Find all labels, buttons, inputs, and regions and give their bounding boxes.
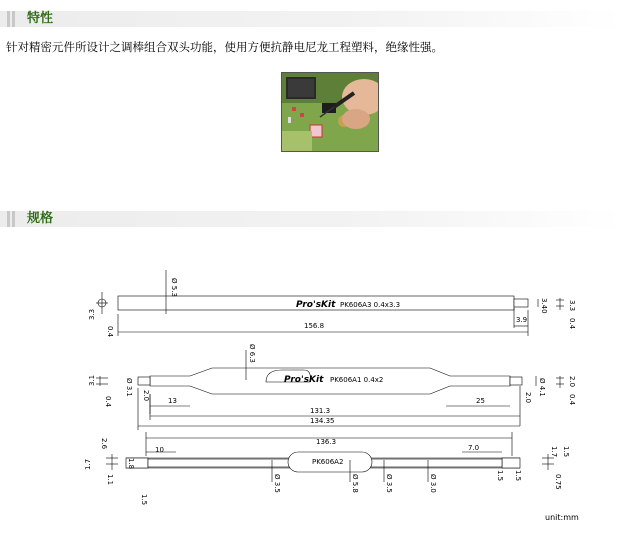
tool3-left-dia-a: 1.8 — [127, 458, 135, 470]
tool2-brand: Pro'sKit — [284, 375, 324, 385]
spec-drawing — [0, 230, 622, 552]
tool3-left-dia-b: 1.5 — [140, 494, 148, 506]
tool1-tip-length: 3.9 — [516, 316, 528, 324]
tool2-right-thickness: 0.4 — [568, 394, 576, 406]
tool3-right-dia-b: 1.5 — [514, 470, 522, 482]
header-marker — [12, 11, 15, 27]
tool2-right-height: 2.0 — [524, 392, 532, 404]
tool3-mid-dia-2: Ø 5.8 — [351, 474, 359, 493]
tool2-left-thickness: 0.4 — [104, 396, 112, 408]
tool2-length-b: 134.35 — [310, 417, 335, 425]
specs-heading: 规格 — [27, 211, 54, 226]
tool1-brand: Pro'sKit — [296, 300, 336, 310]
tool2-left-length: 13 — [168, 397, 177, 405]
tool1-left-thickness: 0.4 — [106, 326, 114, 338]
tool3-mid-dia-1: Ø 3.5 — [273, 474, 281, 493]
tool3-left-width-a: 2.6 — [100, 438, 108, 450]
tool3-right-width-b: 1.5 — [562, 446, 570, 458]
product-photo — [281, 72, 379, 152]
header-marker — [7, 11, 10, 27]
tool3-right-length: 7.0 — [468, 444, 480, 452]
tool1-model: PK606A3 0.4x3.3 — [340, 301, 401, 309]
tool2-left-width: 3.1 — [88, 374, 96, 386]
tool1-left-width: 3.3 — [88, 308, 96, 320]
tool3-right-width-a: 1.7 — [550, 446, 558, 458]
features-heading: 特性 — [27, 11, 54, 26]
tool2-left-diameter: Ø 3.1 — [125, 378, 133, 397]
tool3-right-dia-a: 1.5 — [496, 470, 504, 482]
features-description: 针对精密元件所设计之调棒组合双头功能，使用方便抗静电尼龙工程塑料，绝缘性强。 — [6, 40, 443, 54]
tool1-body-diameter: Ø 5.3 — [170, 278, 178, 297]
tool2-right-length: 25 — [476, 397, 485, 405]
tool3-mid-dia-4: Ø 3.0 — [429, 474, 437, 493]
tool2-length-a: 131.3 — [310, 407, 331, 415]
tool3-mid-dia-3: Ø 3.5 — [385, 474, 393, 493]
tool3-left-thickness: 1.1 — [106, 474, 114, 486]
specs-header-band — [0, 211, 622, 227]
header-marker — [12, 211, 15, 227]
tool3-right-thickness: 0.75 — [554, 474, 562, 490]
tool2-right-width: 2.0 — [568, 376, 576, 388]
tool1-right-width-b: 3.3 — [568, 300, 576, 312]
tool1-right-width-a: 3.40 — [540, 298, 548, 314]
tool2-right-diameter: Ø 4.1 — [538, 378, 546, 397]
tool2-body-diameter: Ø 6.3 — [248, 344, 256, 363]
tool3-left-length: 10 — [155, 446, 164, 454]
tool2-model: PK606A1 0.4x2 — [330, 376, 384, 384]
tool2-left-height: 2.0 — [142, 390, 150, 402]
unit-label: unit:mm — [545, 513, 579, 522]
header-marker — [7, 211, 10, 227]
features-header-band — [0, 11, 622, 27]
tool1-right-thickness: 0.4 — [568, 318, 576, 330]
tool3-model: PK606A2 — [312, 458, 344, 466]
tool3-left-width-b: 1.7 — [84, 458, 92, 470]
tool1-length: 156.8 — [304, 322, 325, 330]
tool3-length: 136.3 — [316, 438, 337, 446]
